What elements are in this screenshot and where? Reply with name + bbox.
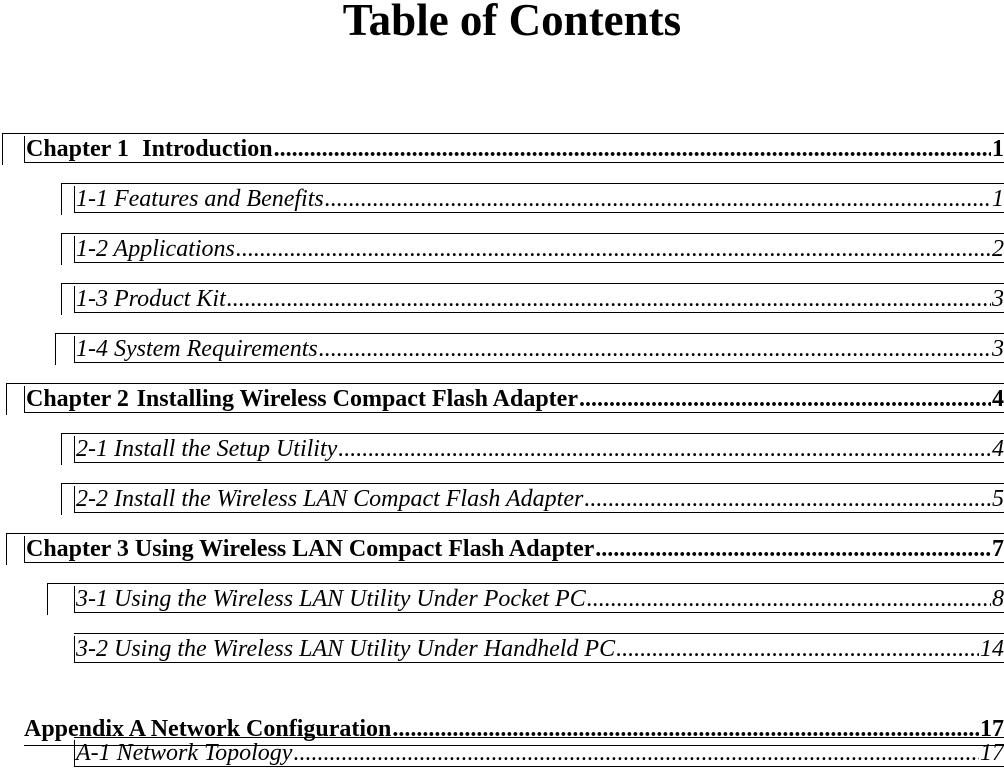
section-title: A-1 Network Topology bbox=[76, 740, 293, 766]
toc-chapter-3[interactable] bbox=[24, 533, 1004, 563]
section-title: 1-2 Applications bbox=[76, 236, 235, 262]
section-title: 1-4 System Requirements bbox=[76, 336, 318, 362]
page-number: 5 bbox=[992, 486, 1004, 512]
page-title: Table of Contents bbox=[342, 0, 682, 45]
chapter-title: Chapter 3 Using Wireless LAN Compact Flash Adapter bbox=[26, 536, 595, 562]
page-number: 3 bbox=[992, 286, 1004, 312]
page-number: 4 bbox=[992, 386, 1004, 412]
toc-section-2-2[interactable] bbox=[74, 483, 1004, 513]
page-number: 3 bbox=[992, 336, 1004, 362]
chapter-title: Installing Wireless Compact Flash Adapter bbox=[136, 386, 578, 412]
toc-section-1-2[interactable] bbox=[74, 233, 1004, 263]
toc-section-2-1[interactable] bbox=[74, 433, 1004, 463]
chapter-label: Chapter 2 bbox=[26, 386, 129, 412]
page-number: 14 bbox=[980, 636, 1004, 662]
page-number: 4 bbox=[992, 436, 1004, 462]
page-number: 2 bbox=[992, 236, 1004, 262]
section-title: 1-1 Features and Benefits bbox=[76, 186, 324, 212]
chapter-label: Chapter 1 bbox=[26, 136, 129, 162]
section-title: 3-1 Using the Wireless LAN Utility Under Pocket PC bbox=[76, 586, 586, 612]
toc-section-1-3[interactable] bbox=[74, 283, 1004, 313]
toc-section-a-1[interactable] bbox=[74, 737, 1004, 767]
toc-chapter-1[interactable] bbox=[24, 133, 1004, 163]
toc-section-3-2[interactable] bbox=[74, 633, 1004, 663]
page-number: 1 bbox=[992, 136, 1004, 162]
section-title: 1-3 Product Kit bbox=[76, 286, 226, 312]
toc-section-3-1[interactable] bbox=[74, 583, 1004, 613]
page-number: 1 bbox=[992, 186, 1004, 212]
page-number: 17 bbox=[980, 740, 1004, 766]
page-number: 8 bbox=[992, 586, 1004, 612]
section-title: 2-1 Install the Setup Utility bbox=[76, 436, 338, 462]
page-number: 7 bbox=[992, 536, 1004, 562]
toc-section-1-4[interactable] bbox=[74, 333, 1004, 363]
chapter-title: Appendix A Network Configuration bbox=[24, 716, 392, 742]
section-title: 3-2 Using the Wireless LAN Utility Under Handheld PC bbox=[76, 636, 616, 662]
page-number: 17 bbox=[980, 716, 1004, 742]
toc-section-1-1[interactable] bbox=[74, 183, 1004, 213]
toc-chapter-2[interactable] bbox=[24, 383, 1004, 413]
chapter-title: Introduction bbox=[142, 136, 273, 162]
section-title: 2-2 Install the Wireless LAN Compact Flash Adapter bbox=[76, 486, 584, 512]
